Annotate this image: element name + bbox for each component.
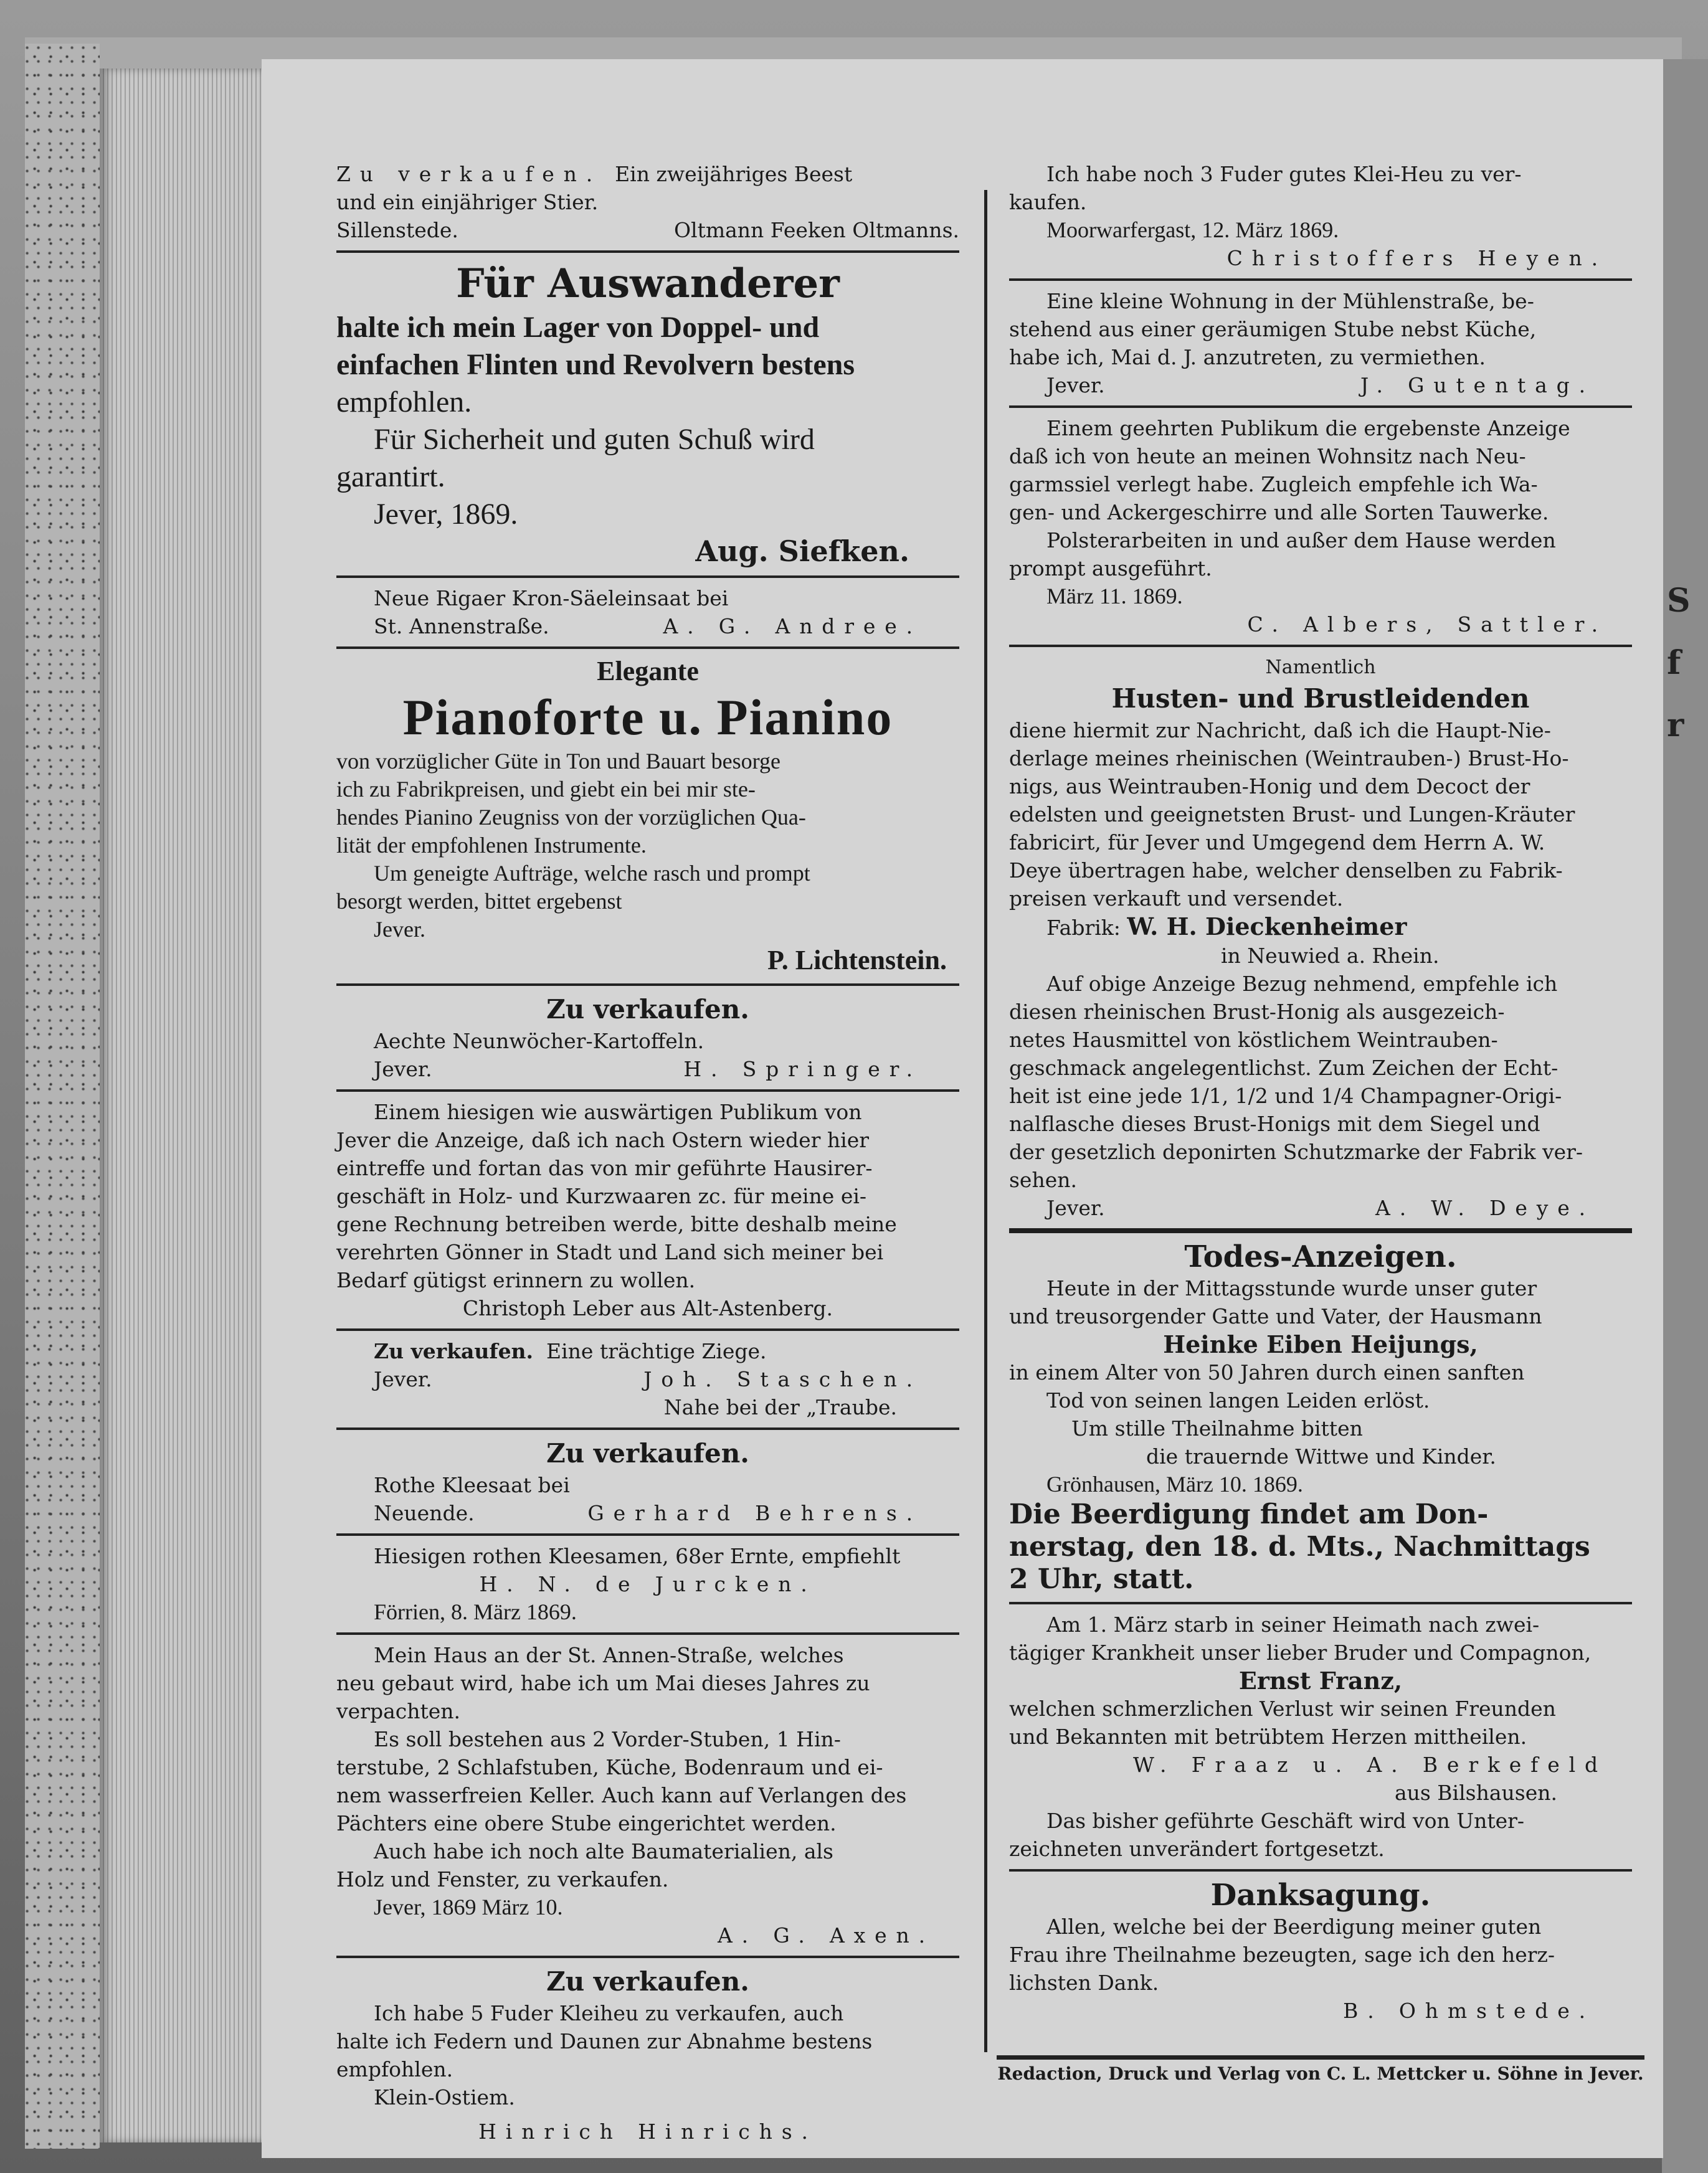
ad-place: Jever. xyxy=(374,917,425,942)
ad-line: Bedarf gütigst erinnern zu wollen. xyxy=(336,1268,696,1292)
ad-signature: Hinrich Hinrichs. xyxy=(478,2119,817,2144)
adjacent-page-strip xyxy=(1662,59,1708,2173)
ad-line: Am 1. März starb in seiner Heimath nach zwei- xyxy=(1046,1612,1540,1637)
ad-line: halte ich Federn und Daunen zur Abnahme bestens xyxy=(336,2029,873,2053)
ad-line: garmssiel verlegt habe. Zugleich empfehle ich Wa- xyxy=(1009,472,1538,496)
ad-funeral-line: nerstag, den 18. d. Mts., Nachmittags xyxy=(1009,1531,1590,1563)
ad-title: Danksagung. xyxy=(1210,1878,1431,1913)
ad-line: Um geneigte Aufträge, welche rasch und prompt xyxy=(374,861,810,886)
ad-line: Allen, welche bei der Beerdigung meiner guten xyxy=(1046,1915,1542,1939)
ad-signature: A. G. Axen. xyxy=(717,1923,934,1948)
speckled-book-cover xyxy=(25,44,100,2149)
ad-signature: A. W. Deye. xyxy=(1375,1196,1595,1220)
ad-clover-seed xyxy=(336,583,959,643)
adjacent-page-text: S f r xyxy=(1667,582,1691,744)
ad-line: sehen. xyxy=(1009,1168,1077,1192)
ad-kicker: Namentlich xyxy=(1265,656,1376,678)
ad-line: Auch habe ich noch alte Baumaterialien, als xyxy=(374,1839,833,1863)
separator-rule xyxy=(336,1533,959,1536)
ad-place: aus Bilshausen. xyxy=(1394,1781,1557,1805)
ad-line: gene Rechnung betreiben werde, bitte deshalb meine xyxy=(336,1212,897,1236)
ad-place: Jever. xyxy=(1046,1196,1105,1220)
ad-line: Ein zweijähriges Beest xyxy=(615,162,853,186)
ad-place: Klein-Ostiem. xyxy=(374,2085,515,2109)
ad-signature: Oltmann Feeken Oltmanns. xyxy=(673,218,959,242)
ad-deceased-name: Heinke Eiben Heijungs, xyxy=(1163,1330,1478,1358)
ad-death-notice xyxy=(1009,1238,1632,1598)
ad-place: Neuende. xyxy=(374,1501,475,1525)
ad-signature: Aug. Siefken. xyxy=(695,534,909,568)
ad-signature: P. Lichtenstein. xyxy=(767,945,947,975)
separator-rule xyxy=(336,1632,959,1635)
ad-line: Jever die Anzeige, daß ich nach Ostern wieder hier xyxy=(336,1128,870,1152)
ad-line: Rothe Kleesaat bei xyxy=(374,1473,570,1497)
separator-rule xyxy=(336,1427,959,1430)
ad-line: garantirt. xyxy=(336,460,445,493)
ad-line: besorgt werden, bittet ergebenst xyxy=(336,889,622,914)
ad-signature: W. H. Dieckenheimer xyxy=(1127,912,1407,940)
ad-line: Frau ihre Theilnahme bezeugten, sage ich den herz- xyxy=(1009,1943,1555,1967)
ad-line: netes Hausmittel von köstlichem Weintrauben- xyxy=(1009,1028,1498,1052)
ad-line: einfachen Flinten und Revolvern bestens xyxy=(336,348,855,381)
ad-signature: Gerhard Behrens. xyxy=(587,1501,922,1525)
ad-address: Nahe bei der „Traube. xyxy=(663,1395,897,1419)
ad-line: hendes Pianino Zeugniss von der vorzüglichen Qua- xyxy=(336,805,806,830)
ad-line: derlage meines rheinischen (Weintrauben-) Brust-Ho- xyxy=(1009,746,1569,770)
ad-line: und Bekannten mit betrübtem Herzen mittheilen. xyxy=(1009,1725,1527,1749)
ad-date: März 11. 1869. xyxy=(1046,584,1183,608)
ad-line: Einem geehrten Publikum die ergebenste Anzeige xyxy=(1046,416,1570,440)
separator-rule xyxy=(336,250,959,253)
separator-rule xyxy=(1009,405,1632,408)
ad-line: Hiesigen rothen Kleesamen, 68er Ernte, empfiehlt xyxy=(374,1544,901,1568)
ad-line: kaufen. xyxy=(1009,190,1087,214)
ad-line: Aechte Neunwöcher-Kartoffeln. xyxy=(374,1029,705,1053)
ad-place: Jever. xyxy=(1046,373,1105,397)
separator-rule xyxy=(1009,1602,1632,1604)
separator-rule xyxy=(336,1328,959,1331)
separator-rule xyxy=(336,1956,959,1958)
ad-line: Pächters eine obere Stube eingerichtet werden. xyxy=(336,1811,837,1835)
ad-title: Pianoforte u. Pianino xyxy=(402,689,893,746)
ad-line: ich zu Fabrikpreisen, und giebt ein bei mir ste- xyxy=(336,777,756,802)
ad-signature: Christoffers Heyen. xyxy=(1226,246,1607,270)
ad-title: Für Auswanderer xyxy=(456,260,840,307)
ad-brust-honig xyxy=(1009,652,1632,1224)
separator-rule xyxy=(336,575,959,578)
ad-signature: J. Gutentag. xyxy=(1360,373,1595,397)
ad-potatoes xyxy=(336,991,959,1086)
ad-date: Moorwarfergast, 12. März 1869. xyxy=(1046,217,1339,242)
ad-kicker: Elegante xyxy=(597,656,699,686)
ad-line: verpachten. xyxy=(336,1699,461,1723)
ad-line: diesen rheinischen Brust-Honig als ausgezeich- xyxy=(1009,1000,1505,1024)
ad-signature: Joh. Staschen. xyxy=(643,1367,922,1391)
ad-sale-cattle xyxy=(336,159,959,247)
ad-line: Es soll bestehen aus 2 Vorder-Stuben, 1 Hin- xyxy=(374,1727,841,1751)
ad-place: Sillenstede. xyxy=(336,218,458,242)
ad-line: daß ich von heute an meinen Wohnsitz nach Neu- xyxy=(1009,444,1526,468)
separator-rule xyxy=(336,983,959,986)
newspaper-page xyxy=(262,59,1663,2158)
ad-thanks xyxy=(1009,1877,1632,2027)
ad-ernst-franz xyxy=(1009,1609,1632,1865)
ad-line: heit ist eine jede 1/1, 1/2 und 1/4 Champagner-Origi- xyxy=(1009,1084,1562,1108)
right-column xyxy=(1009,159,1632,2027)
ad-title: Husten- und Brustleidenden xyxy=(1111,683,1530,714)
ad-signature: H. N. de Jurcken. xyxy=(479,1572,817,1596)
stacked-page-edges xyxy=(100,69,262,2142)
separator-rule xyxy=(336,646,959,649)
ad-funeral-line: Die Beerdigung findet am Don- xyxy=(1009,1498,1489,1530)
ad-line: edelsten und geeignetsten Brust- und Lungen-Kräuter xyxy=(1009,802,1575,826)
ad-line: Neue Rigaer Kron-Säeleinsaat bei xyxy=(374,586,729,610)
ad-label: Fabrik: xyxy=(1046,916,1121,940)
ad-apartment xyxy=(1009,286,1632,402)
ad-line: Das bisher geführte Geschäft wird von Unter- xyxy=(1046,1809,1525,1833)
ad-line: lichsten Dank. xyxy=(1009,1971,1159,1995)
ad-line: halte ich mein Lager von Doppel- und xyxy=(336,311,820,344)
ad-title: Zu verkaufen. xyxy=(546,1966,749,1997)
separator-rule xyxy=(1009,278,1632,281)
ad-date: Jever, 1869 März 10. xyxy=(374,1895,563,1920)
ad-saddler xyxy=(1009,413,1632,641)
ad-signature: Christoph Leber aus Alt-Astenberg. xyxy=(462,1296,833,1320)
ad-line: Tod von seinen langen Leiden erlöst. xyxy=(1046,1388,1430,1413)
ad-line: diene hiermit zur Nachricht, daß ich die Haupt-Nie- xyxy=(1009,718,1551,742)
ad-goat xyxy=(336,1336,959,1424)
ad-line: verehrten Gönner in Stadt und Land sich meiner bei xyxy=(336,1240,884,1264)
ad-house-lease xyxy=(336,1640,959,1952)
ad-funeral-line: 2 Uhr, statt. xyxy=(1009,1563,1194,1595)
ad-line: terstube, 2 Schlafstuben, Küche, Bodenraum und ei- xyxy=(336,1755,883,1779)
ad-signature: B. Ohmstede. xyxy=(1343,1999,1595,2023)
ad-line: geschmack angelegentlichst. Zum Zeichen der Echt- xyxy=(1009,1056,1559,1080)
separator-rule xyxy=(1009,1869,1632,1872)
ad-date: Grönhausen, März 10. 1869. xyxy=(1046,1472,1303,1497)
ad-line: lität der empfohlenen Instrumente. xyxy=(336,833,647,858)
ad-line: und ein einjähriger Stier. xyxy=(336,190,599,214)
ad-title: Zu verkaufen. xyxy=(546,994,749,1025)
separator-rule xyxy=(1009,645,1632,647)
ad-place: St. Annenstraße. xyxy=(374,614,549,638)
ad-red-clover xyxy=(336,1435,959,1530)
ad-line: eintreffe und fortan das von mir geführte Hausirer- xyxy=(336,1156,873,1180)
column-divider xyxy=(984,190,987,2052)
ad-peddler xyxy=(336,1097,959,1325)
ad-line: Eine trächtige Ziege. xyxy=(546,1339,767,1363)
ad-line: Mein Haus an der St. Annen-Straße, welches xyxy=(374,1643,844,1667)
ad-line: Auf obige Anzeige Bezug nehmend, empfehle ich xyxy=(1046,972,1558,996)
ad-line: Heute in der Mittagsstunde wurde unser guter xyxy=(1046,1276,1537,1300)
ad-place: in Neuwied a. Rhein. xyxy=(1221,944,1440,968)
ad-title: Zu verkaufen. xyxy=(546,1438,749,1469)
ad-signature: C. Albers, Sattler. xyxy=(1247,612,1607,637)
ad-line: geschäft in Holz- und Kurzwaaren zc. für meine ei- xyxy=(336,1184,867,1208)
ad-line: empfohlen. xyxy=(336,386,472,419)
ad-line: nigs, aus Weintrauben-Honig und dem Decoct der xyxy=(1009,774,1530,798)
separator-rule xyxy=(336,1089,959,1092)
ad-place: Jever. xyxy=(374,1057,432,1081)
ad-line: Eine kleine Wohnung in der Mühlenstraße, be- xyxy=(1046,289,1534,313)
left-column xyxy=(336,159,959,2148)
ad-line: Deye übertragen habe, welcher denselben zu Fabrik- xyxy=(1009,858,1563,883)
ad-title: Todes-Anzeigen. xyxy=(1184,1239,1457,1274)
ad-line: in einem Alter von 50 Jahren durch einen sanften xyxy=(1009,1360,1525,1385)
ad-hay-feathers xyxy=(336,1963,959,2148)
ad-line: Polsterarbeiten in und außer dem Hause werden xyxy=(1046,528,1556,552)
ad-line: welchen schmerzlichen Verlust wir seinen Freunden xyxy=(1009,1697,1556,1721)
ad-line: empfohlen. xyxy=(336,2057,453,2081)
ad-signature: H. Springer. xyxy=(683,1057,922,1081)
ad-line: zeichneten unverändert fortgesetzt. xyxy=(1009,1837,1385,1861)
ad-line: fabricirt, für Jever und Umgegend dem Herrn A. W. xyxy=(1009,830,1545,855)
ad-line: nem wasserfreien Keller. Auch kann auf Verlangen des xyxy=(336,1783,907,1807)
ad-line: habe ich, Mai d. J. anzutreten, zu vermiethen. xyxy=(1009,345,1486,369)
separator-rule-thick xyxy=(1009,1228,1632,1233)
ad-line: preisen verkauft und versendet. xyxy=(1009,886,1344,911)
ad-signature: W. Fraaz u. A. Berkefeld xyxy=(1133,1753,1607,1777)
ad-line: prompt ausgeführt. xyxy=(1009,556,1212,580)
ad-line: Ich habe noch 3 Fuder gutes Klei-Heu zu ver- xyxy=(1046,162,1522,186)
ad-place: Jever. xyxy=(374,1367,432,1391)
ad-emigrants xyxy=(336,258,959,572)
ad-deceased-name: Ernst Franz, xyxy=(1238,1667,1403,1695)
ad-line: tägiger Krankheit unser lieber Bruder und Compagnon, xyxy=(1009,1640,1592,1665)
ad-line: Für Sicherheit und guten Schuß wird xyxy=(374,423,815,456)
ad-line: von vorzüglicher Güte in Ton und Bauart besorge xyxy=(336,749,780,774)
ad-line: und treusorgender Gatte und Vater, der Hausmann xyxy=(1009,1304,1542,1328)
ad-lead: Zu verkaufen. xyxy=(374,1339,534,1363)
ad-pianoforte xyxy=(336,654,959,980)
ad-line: die trauernde Wittwe und Kinder. xyxy=(1146,1444,1496,1469)
ad-clover-68 xyxy=(336,1541,959,1629)
ad-line: Holz und Fenster, zu verkaufen. xyxy=(336,1867,669,1891)
ad-line: neu gebaut wird, habe ich um Mai dieses Jahres zu xyxy=(336,1671,870,1695)
ad-line: nalflasche dieses Brust-Honigs mit dem Siegel und xyxy=(1009,1112,1540,1136)
ad-line: Ich habe 5 Fuder Kleiheu zu verkaufen, auch xyxy=(374,2001,844,2025)
printer-imprint: Redaction, Druck und Verlag von C. L. Mettcker u. Söhne in Jever. xyxy=(997,2055,1644,2084)
ad-line: Einem hiesigen wie auswärtigen Publikum von xyxy=(374,1100,862,1124)
ad-klei-hay xyxy=(1009,159,1632,275)
ad-date: Jever, 1869. xyxy=(374,498,518,531)
ad-lead: Zu verkaufen. xyxy=(336,162,602,186)
ad-line: Um stille Theilnahme bitten xyxy=(1071,1416,1363,1441)
ad-date: Förrien, 8. März 1869. xyxy=(374,1599,577,1624)
ad-line: stehend aus einer geräumigen Stube nebst Küche, xyxy=(1009,317,1537,341)
ad-line: der gesetzlich deponirten Schutzmarke der Fabrik ver- xyxy=(1009,1140,1583,1164)
ad-signature: A. G. Andree. xyxy=(663,614,922,638)
ad-line: gen- und Ackergeschirre und alle Sorten Tauwerke. xyxy=(1009,500,1549,524)
